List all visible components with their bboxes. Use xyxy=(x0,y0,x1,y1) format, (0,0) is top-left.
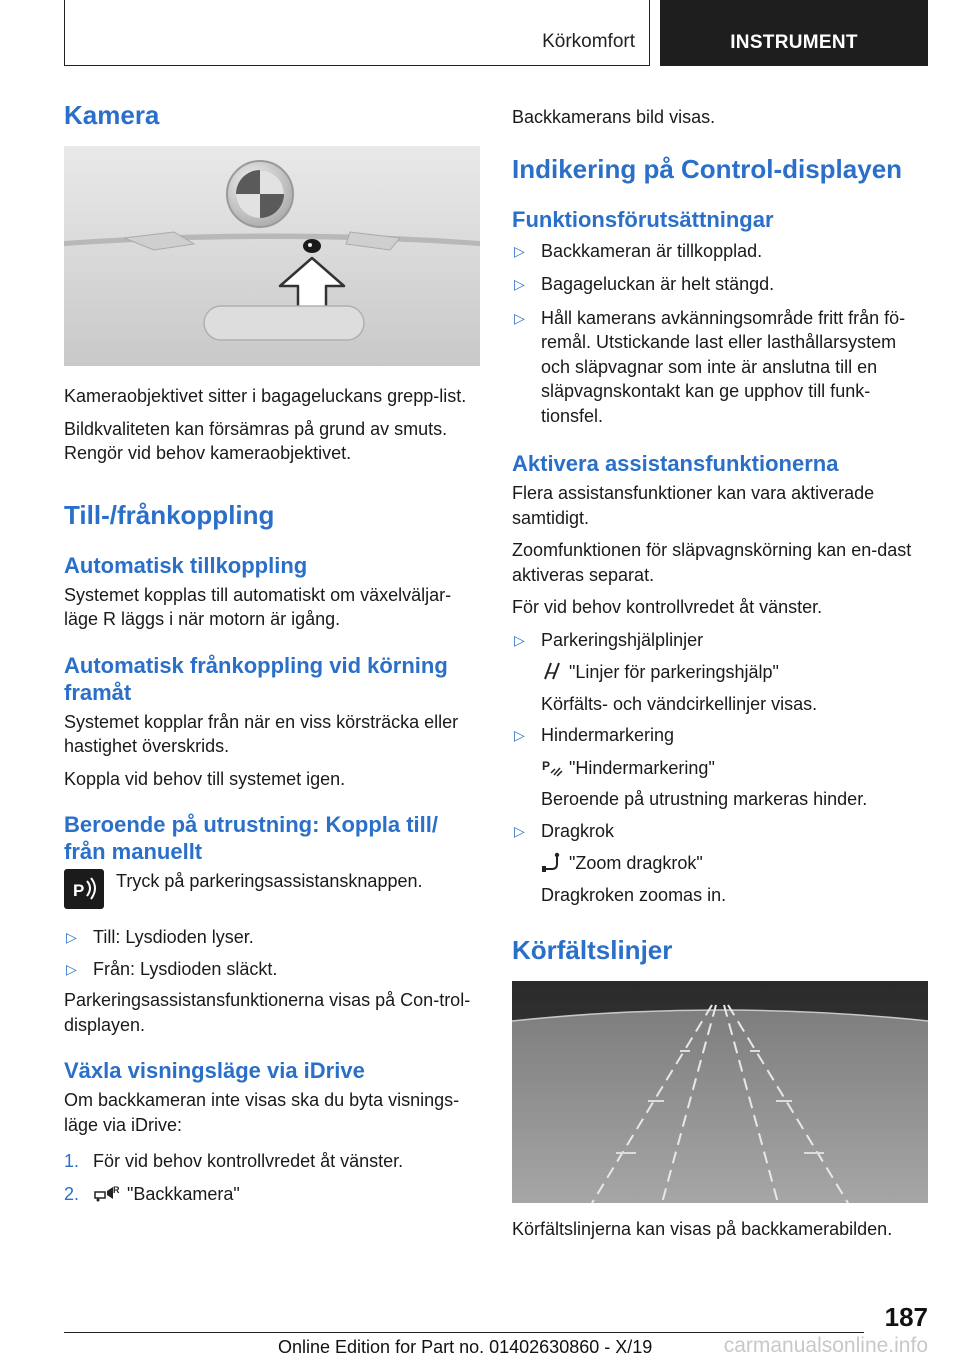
list-item: ▷ Dragkrok xyxy=(512,819,928,844)
obstacle-marking-icon xyxy=(541,757,563,777)
triangle-bullet-icon: ▷ xyxy=(514,727,525,743)
edition-text: Online Edition for Part no. 01402630860 - X/19 xyxy=(278,1337,653,1357)
svg-text:P: P xyxy=(73,881,85,900)
svg-text:P: P xyxy=(542,758,551,773)
vaxla-paragraph: Om backkameran inte visas ska du byta visnings-läge via iDrive: xyxy=(64,1090,460,1135)
triangle-bullet-icon: ▷ xyxy=(66,929,77,945)
list-item: ▷ Bagageluckan är helt stängd. xyxy=(512,272,928,297)
menu-description: Dragkroken zoomas in. xyxy=(541,884,727,905)
menu-entry: "Linjer för parkeringshjälp" xyxy=(512,660,928,685)
footer-divider xyxy=(64,1332,864,1333)
list-item: ▷ Till: Lysdioden lyser. xyxy=(64,925,480,950)
tow-hitch-icon xyxy=(541,852,563,872)
korfalt-heading: Körfältslinjer xyxy=(512,935,673,965)
till-heading: Till-/frånkoppling xyxy=(64,499,275,530)
section-tab xyxy=(64,0,650,66)
left-column xyxy=(64,100,480,1206)
lane-paragraph: Körfältslinjerna kan visas på backkamerabilden. xyxy=(512,1219,893,1239)
camera-photo xyxy=(64,146,480,366)
right-column xyxy=(512,100,928,1242)
triangle-bullet-icon: ▷ xyxy=(514,309,525,326)
parking-assist-button-icon xyxy=(64,869,104,909)
aktivera-paragraph-3: För vid behov kontrollvredet åt vänster. xyxy=(512,597,823,617)
step-item: 1. För vid behov kontrollvredet åt vänster. xyxy=(64,1151,404,1171)
auto-on-heading: Automatisk tillkoppling xyxy=(64,552,308,578)
triangle-bullet-icon: ▷ xyxy=(514,242,525,259)
watermark: carmanualsonline.info xyxy=(723,1334,928,1357)
auto-off-paragraph-2: Koppla vid behov till systemet igen. xyxy=(64,768,346,789)
parking-lines-icon xyxy=(541,661,563,681)
triangle-bullet-icon: ▷ xyxy=(514,631,525,648)
list-item: ▷ Parkeringshjälplinjer xyxy=(512,628,928,653)
manual-paragraph: Tryck på parkeringsassistansknappen. xyxy=(116,871,423,891)
chapter-label: INSTRUMENT xyxy=(730,32,858,53)
page-header xyxy=(64,0,928,66)
aktivera-heading: Aktivera assistansfunktionerna xyxy=(512,451,839,476)
vaxla-heading: Växla visningsläge via iDrive xyxy=(64,1058,365,1083)
menu-description: Beroende på utrustning markeras hinder. xyxy=(541,789,868,809)
kamera-paragraph-1: Kameraobjektivet sitter i bagageluckans grepp-list. xyxy=(64,386,467,406)
triangle-bullet-icon: ▷ xyxy=(514,822,525,839)
kamera-paragraph-2: Bildkvaliteten kan försämras på grund av smuts. Rengör vid behov kameraobjektivet. xyxy=(64,418,448,463)
menu-entry: "Zoom dragkrok" xyxy=(512,851,928,876)
list-item: ▷ Från: Lysdioden släckt. xyxy=(64,957,480,982)
svg-text:R: R xyxy=(113,1184,120,1195)
manual-row xyxy=(64,869,480,913)
auto-off-heading: Automatisk frånkoppling vid körning framåt xyxy=(64,652,448,705)
func-heading: Funktionsförutsättningar xyxy=(512,206,774,232)
list-item: ▷ Hindermarkering xyxy=(512,723,928,748)
menu-entry: P "Hindermarkering" xyxy=(542,757,715,778)
auto-on-paragraph: Systemet kopplas till automatiskt om växelväljar-läge R läggs i när motorn är igång. xyxy=(64,584,452,629)
indikering-heading: Indikering på Control-displayen xyxy=(512,153,903,184)
auto-off-paragraph-1: Systemet kopplar från när en viss körsträcka eller hastighet överskrids. xyxy=(64,711,459,756)
lane-lines-illustration xyxy=(512,981,928,1203)
section-label: Körkomfort xyxy=(542,31,635,52)
triangle-bullet-icon: ▷ xyxy=(66,960,77,977)
page-number: 187 xyxy=(884,1302,928,1332)
kamera-heading: Kamera xyxy=(64,100,160,130)
parking-paragraph: Parkeringsassistansfunktionerna visas på Con-trol-displayen. xyxy=(64,990,471,1035)
lane-lines-image xyxy=(512,981,928,1203)
intro-paragraph: Backkamerans bild visas. xyxy=(512,107,716,127)
triangle-bullet-icon: ▷ xyxy=(514,276,525,292)
menu-description: Körfälts- och vändcirkellinjer visas. xyxy=(541,693,818,714)
tailgate-camera-illustration xyxy=(64,146,480,366)
manual-heading: Beroende på utrustning: Koppla till/ från manuellt xyxy=(64,812,438,864)
chapter-tab xyxy=(660,0,928,66)
list-item: ▷ Backkameran är tillkopplad. xyxy=(512,239,928,264)
list-item: ▷ Håll kamerans avkänningsområde fritt från fö-remål. Utstickande last eller lasthållarsystem och släpvagnar som inte är anslutna till en släpvagnskontakt kan ge upphov till funk-tionsfel. xyxy=(514,307,906,426)
step-item: 2. R "Backkamera" xyxy=(64,1183,240,1204)
camera-view-icon xyxy=(93,1183,121,1203)
aktivera-paragraph-2: Zoomfunktionen för släpvagnskörning kan en-dast aktiveras separat. xyxy=(512,540,912,585)
aktivera-paragraph-1: Flera assistansfunktioner kan vara aktiverade samtidigt. xyxy=(512,483,875,528)
